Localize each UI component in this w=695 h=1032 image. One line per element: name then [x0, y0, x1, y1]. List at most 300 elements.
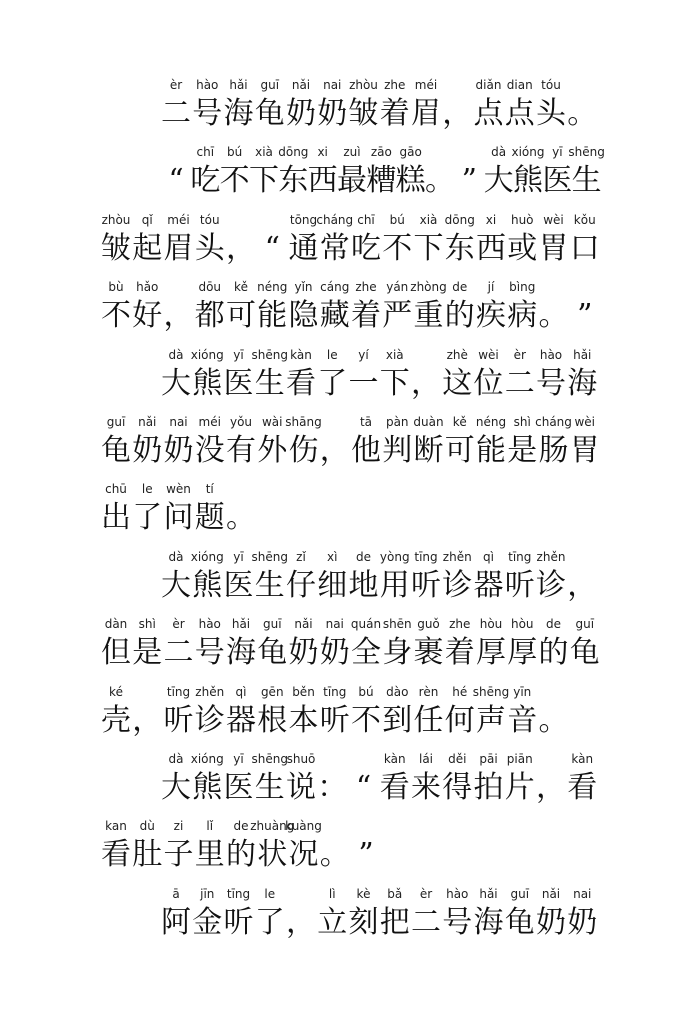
pinyin-annotation: hòu	[479, 617, 503, 631]
hanzi-character: 大	[483, 163, 514, 198]
pinyin-annotation: zhěn	[442, 550, 472, 564]
hanzi-character: 肠	[538, 433, 569, 468]
hanzi-character: 伤	[288, 433, 319, 468]
character-cell	[565, 617, 605, 679]
pinyin-annotation: lǐ	[206, 819, 214, 833]
pinyin-annotation: èr	[419, 887, 433, 901]
text-line	[160, 145, 605, 207]
pinyin-annotation: yí	[358, 348, 369, 362]
hanzi-character: 有	[226, 433, 256, 468]
hanzi-character: ，	[536, 770, 566, 805]
hanzi-character: 眉	[163, 231, 194, 266]
pinyin-annotation: le	[141, 482, 153, 496]
pinyin-annotation: hǎi	[573, 348, 592, 362]
pinyin-annotation: dà	[168, 550, 184, 564]
hanzi-character: ，	[163, 298, 194, 333]
hanzi-character: 医	[223, 568, 254, 603]
hanzi-character: 肚	[132, 837, 163, 872]
hanzi-character: 藏	[319, 298, 350, 333]
hanzi-character: 隐	[288, 298, 319, 333]
hanzi-character: ”	[461, 163, 477, 198]
pinyin-annotation: zhe	[384, 78, 406, 92]
pinyin-annotation: èr	[169, 78, 183, 92]
pinyin-annotation: dà	[168, 348, 184, 362]
hanzi-character: 这	[442, 366, 473, 401]
hanzi-character: 外	[257, 433, 288, 468]
pinyin-annotation: dà	[491, 145, 507, 159]
hanzi-character: “	[355, 770, 372, 805]
hanzi-character: 子	[163, 837, 194, 872]
hanzi-character: 了	[132, 500, 163, 535]
hanzi-character: 着	[379, 96, 410, 131]
pinyin-annotation: jí	[487, 280, 495, 294]
pinyin-annotation: shēng	[568, 145, 605, 159]
character-cell	[534, 685, 574, 747]
hanzi-character: 龟	[504, 905, 535, 940]
pinyin-annotation: tōng	[289, 213, 318, 227]
hanzi-character: 拍	[473, 770, 504, 805]
pinyin-annotation: le	[326, 348, 338, 362]
pinyin-annotation: nǎi	[294, 617, 313, 631]
pinyin-annotation: chī	[196, 145, 215, 159]
pinyin-annotation: méi	[414, 78, 438, 92]
hanzi-character: 问	[163, 500, 194, 535]
character-cell	[562, 550, 602, 612]
pinyin-annotation: dà	[168, 752, 184, 766]
pinyin-annotation: nǎi	[291, 78, 311, 92]
pinyin-annotation: xióng	[190, 550, 224, 564]
hanzi-character: 全	[351, 635, 381, 670]
pinyin-annotation: tóu	[199, 213, 220, 227]
hanzi-character: 通	[288, 231, 319, 266]
hanzi-character: 头	[536, 96, 566, 131]
text-line	[100, 415, 600, 477]
character-cell	[565, 280, 605, 342]
pinyin-annotation: quán	[350, 617, 382, 631]
hanzi-character: 好	[132, 298, 163, 333]
hanzi-character: 大	[161, 568, 191, 603]
pinyin-annotation: shēng	[251, 752, 288, 766]
pinyin-annotation: ā	[172, 887, 180, 901]
pinyin-annotation: guǒ	[417, 617, 440, 631]
hanzi-character: 裹	[413, 635, 444, 670]
hanzi-character: ，	[442, 96, 473, 131]
pinyin-annotation: guī	[260, 78, 280, 92]
hanzi-character: 诊	[194, 703, 225, 738]
pinyin-annotation: shēn	[382, 617, 412, 631]
hanzi-character: 来	[411, 770, 441, 805]
hanzi-character: ”	[577, 298, 593, 333]
pinyin-annotation: néng	[475, 415, 507, 429]
hanzi-character: 糟	[366, 163, 397, 198]
hanzi-character: 奶	[163, 433, 194, 468]
hanzi-character: 听	[223, 905, 254, 940]
hanzi-character: 诊	[536, 568, 566, 603]
hanzi-character: 医	[223, 366, 254, 401]
pinyin-annotation: qì	[483, 550, 494, 564]
hanzi-character: 号	[536, 366, 566, 401]
pinyin-annotation: yīn	[513, 685, 532, 699]
hanzi-character: 但	[101, 635, 131, 670]
pinyin-annotation: xióng	[511, 145, 545, 159]
pinyin-annotation: cháng	[535, 415, 572, 429]
pinyin-annotation: shì	[138, 617, 156, 631]
pinyin-annotation: zhòu	[101, 213, 131, 227]
hanzi-character: 点	[504, 96, 535, 131]
hanzi-character: ：	[317, 770, 348, 805]
pinyin-annotation: tóu	[541, 78, 561, 92]
hanzi-character: 奶	[132, 433, 163, 468]
pinyin-annotation: de	[233, 819, 249, 833]
hanzi-character: 二	[161, 96, 191, 131]
pinyin-annotation: hào	[196, 78, 219, 92]
hanzi-character: 着	[444, 635, 475, 670]
pinyin-annotation: xià	[385, 348, 404, 362]
pinyin-annotation: zāo	[370, 145, 392, 159]
pinyin-annotation: méi	[198, 415, 221, 429]
hanzi-character: 他	[351, 433, 381, 468]
pinyin-annotation: huò	[510, 213, 534, 227]
text-line	[160, 887, 600, 949]
pinyin-annotation: tā	[359, 415, 373, 429]
pinyin-annotation: zuì	[343, 145, 361, 159]
text-line	[160, 550, 600, 612]
hanzi-character: 下	[379, 366, 410, 401]
character-cell	[346, 819, 386, 881]
hanzi-character: 听	[319, 703, 350, 738]
text-line	[100, 617, 600, 679]
hanzi-character: 听	[504, 568, 535, 603]
pinyin-annotation: yī	[552, 145, 563, 159]
pinyin-annotation: zhe	[449, 617, 471, 631]
hanzi-character: 疾	[476, 298, 506, 333]
hanzi-character: 能	[257, 298, 288, 333]
pinyin-annotation: guī	[106, 415, 126, 429]
hanzi-character: 点	[473, 96, 504, 131]
hanzi-character: 二	[411, 905, 441, 940]
hanzi-character: 生	[254, 770, 285, 805]
pinyin-annotation: yī	[233, 752, 244, 766]
pinyin-annotation: pāi	[479, 752, 498, 766]
hanzi-character: ，	[411, 366, 441, 401]
pinyin-annotation: de	[356, 550, 371, 564]
pinyin-annotation: piān	[506, 752, 533, 766]
pinyin-annotation: de	[546, 617, 561, 631]
hanzi-character: 器	[226, 703, 256, 738]
pinyin-annotation: zhěn	[536, 550, 566, 564]
hanzi-character: 用	[379, 568, 410, 603]
pinyin-annotation: gāo	[399, 145, 422, 159]
pinyin-annotation: xi	[317, 145, 328, 159]
pinyin-annotation: rèn	[418, 685, 439, 699]
hanzi-character: 奶	[317, 96, 348, 131]
pinyin-annotation: qì	[235, 685, 247, 699]
character-cell	[221, 482, 261, 544]
pinyin-annotation: dù	[139, 819, 155, 833]
text-line	[160, 752, 600, 814]
hanzi-character: 阿	[161, 905, 191, 940]
hanzi-character: 把	[379, 905, 410, 940]
pinyin-annotation: cáng	[320, 280, 350, 294]
hanzi-character: 胃	[538, 231, 569, 266]
hanzi-character: 。	[567, 96, 598, 131]
pinyin-annotation: yī	[233, 550, 244, 564]
hanzi-character: 说	[286, 770, 316, 805]
pinyin-annotation: xióng	[190, 348, 224, 362]
hanzi-character: ，	[286, 905, 316, 940]
character-cell	[562, 78, 602, 140]
hanzi-character: 重	[413, 298, 444, 333]
hanzi-character: 奶	[319, 635, 350, 670]
hanzi-character: 。	[226, 500, 256, 535]
hanzi-character: 下	[413, 231, 444, 266]
pinyin-annotation: le	[264, 887, 276, 901]
pinyin-annotation: lì	[328, 887, 336, 901]
pinyin-annotation: xióng	[190, 752, 224, 766]
hanzi-character: 不	[382, 231, 413, 266]
pinyin-annotation: yǐn	[294, 280, 313, 294]
character-cell	[562, 348, 602, 410]
hanzi-character: 龟	[254, 96, 285, 131]
hanzi-character: 断	[413, 433, 444, 468]
hanzi-character: 常	[319, 231, 350, 266]
pinyin-annotation: tí	[205, 482, 214, 496]
hanzi-character: 壳	[101, 703, 131, 738]
hanzi-character: 严	[382, 298, 413, 333]
hanzi-character: 都	[194, 298, 225, 333]
hanzi-character: 不	[101, 298, 131, 333]
pinyin-annotation: hòu	[510, 617, 534, 631]
pinyin-annotation: tīng	[508, 550, 532, 564]
pinyin-annotation: nai	[573, 887, 592, 901]
pinyin-annotation: hǎi	[231, 617, 251, 631]
pinyin-annotation: zhòu	[349, 78, 378, 92]
pinyin-annotation: pàn	[385, 415, 409, 429]
pinyin-annotation: nai	[325, 617, 344, 631]
hanzi-character: 刻	[348, 905, 379, 940]
hanzi-character: 奶	[288, 635, 319, 670]
hanzi-character: 口	[569, 231, 600, 266]
hanzi-character: 看	[286, 366, 316, 401]
pinyin-annotation: bù	[108, 280, 124, 294]
hanzi-character: 得	[442, 770, 473, 805]
hanzi-character: 位	[473, 366, 504, 401]
hanzi-character: 。	[538, 703, 569, 738]
pinyin-annotation: tīng	[166, 685, 191, 699]
hanzi-character: 况	[288, 837, 319, 872]
hanzi-character: 病	[507, 298, 538, 333]
pinyin-annotation: wèi	[543, 213, 564, 227]
hanzi-character: 听	[411, 568, 441, 603]
hanzi-character: 立	[317, 905, 348, 940]
hanzi-character: 的	[226, 837, 256, 872]
pinyin-annotation: jīn	[200, 887, 215, 901]
hanzi-character: 音	[507, 703, 538, 738]
hanzi-character: 任	[413, 703, 444, 738]
pinyin-annotation: dàn	[104, 617, 128, 631]
pinyin-annotation: bú	[358, 685, 374, 699]
hanzi-character: 仔	[286, 568, 316, 603]
pinyin-annotation: bú	[227, 145, 243, 159]
hanzi-character: 生	[254, 568, 285, 603]
hanzi-character: 东	[444, 231, 475, 266]
pinyin-annotation: ké	[109, 685, 123, 699]
pinyin-annotation: běn	[292, 685, 315, 699]
hanzi-character: 龟	[257, 635, 288, 670]
pinyin-annotation: nai	[323, 78, 342, 92]
hanzi-character: 熊	[513, 163, 543, 198]
pinyin-annotation: xià	[255, 145, 273, 159]
hanzi-character: 西	[476, 231, 506, 266]
hanzi-character: 皱	[101, 231, 131, 266]
pinyin-annotation: shēng	[251, 348, 288, 362]
pinyin-annotation: xi	[485, 213, 497, 227]
pinyin-annotation: yǒu	[229, 415, 253, 429]
pinyin-annotation: de	[452, 280, 468, 294]
hanzi-character: 熊	[192, 366, 223, 401]
hanzi-character: 。	[425, 163, 455, 198]
pinyin-annotation: shuō	[286, 752, 316, 766]
pinyin-annotation: dōng	[444, 213, 475, 227]
pinyin-annotation: èr	[172, 617, 185, 631]
hanzi-character: 二	[163, 635, 194, 670]
hanzi-character: 厚	[476, 635, 506, 670]
pinyin-annotation: dōng	[278, 145, 309, 159]
pinyin-annotation: xià	[419, 213, 438, 227]
hanzi-character: 不	[351, 703, 381, 738]
pinyin-annotation: méi	[167, 213, 190, 227]
hanzi-character: 是	[507, 433, 538, 468]
pinyin-annotation: cháng	[316, 213, 354, 227]
hanzi-character: 一	[348, 366, 379, 401]
pinyin-annotation: zhòng	[410, 280, 447, 294]
hanzi-character: 海	[473, 905, 504, 940]
pinyin-annotation: kǒu	[573, 213, 596, 227]
hanzi-character: 二	[504, 366, 535, 401]
hanzi-character: 奶	[536, 905, 566, 940]
hanzi-character: 器	[473, 568, 504, 603]
text-line	[100, 819, 600, 881]
pinyin-annotation: gēn	[260, 685, 284, 699]
pinyin-annotation: hào	[539, 348, 563, 362]
pinyin-annotation: duàn	[413, 415, 444, 429]
hanzi-character: 海	[223, 96, 254, 131]
pinyin-annotation: shì	[513, 415, 531, 429]
hanzi-character: 不	[219, 163, 250, 198]
hanzi-character: 。	[538, 298, 569, 333]
pinyin-annotation: bú	[389, 213, 405, 227]
pinyin-annotation: nǎi	[138, 415, 157, 429]
hanzi-character: 里	[194, 837, 225, 872]
pinyin-annotation: yòng	[379, 550, 410, 564]
pinyin-annotation: nai	[169, 415, 188, 429]
hanzi-character: 医	[542, 163, 573, 198]
hanzi-character: 奶	[567, 905, 598, 940]
pinyin-annotation: bìng	[509, 280, 536, 294]
hanzi-character: 西	[307, 163, 338, 198]
pinyin-annotation: zhè	[446, 348, 468, 362]
pinyin-annotation: dào	[386, 685, 409, 699]
character-cell	[562, 887, 602, 949]
hanzi-character: 可	[444, 433, 475, 468]
hanzi-character: 片	[504, 770, 535, 805]
pinyin-annotation: guī	[510, 887, 530, 901]
pinyin-annotation: tīng	[226, 887, 251, 901]
pinyin-annotation: zi	[173, 819, 184, 833]
character-cell	[562, 752, 602, 814]
hanzi-character: 看	[379, 770, 410, 805]
hanzi-character: 没	[194, 433, 225, 468]
hanzi-character: 生	[571, 163, 602, 198]
hanzi-character: 号	[194, 635, 225, 670]
character-cell	[567, 145, 607, 207]
pinyin-annotation: hǎi	[229, 78, 248, 92]
pinyin-annotation: kàn	[383, 752, 406, 766]
hanzi-character: 医	[223, 770, 254, 805]
pinyin-annotation: dian	[506, 78, 533, 92]
hanzi-character: 可	[226, 298, 256, 333]
text-line	[100, 213, 600, 275]
pinyin-annotation: wèi	[574, 415, 596, 429]
pinyin-annotation: néng	[257, 280, 288, 294]
hanzi-character: 本	[288, 703, 319, 738]
pinyin-annotation: shēng	[472, 685, 510, 699]
pinyin-annotation: qǐ	[141, 213, 153, 227]
pinyin-annotation: hào	[198, 617, 221, 631]
text-line	[100, 685, 600, 747]
pinyin-annotation: hǎo	[136, 280, 159, 294]
hanzi-character: 金	[192, 905, 223, 940]
pinyin-annotation: kě	[452, 415, 467, 429]
hanzi-character: 声	[476, 703, 506, 738]
pinyin-annotation: lái	[418, 752, 434, 766]
pinyin-annotation: dōu	[198, 280, 222, 294]
hanzi-character: 。	[319, 837, 350, 872]
pinyin-annotation: èr	[513, 348, 526, 362]
hanzi-character: 大	[161, 366, 191, 401]
pinyin-annotation: děi	[448, 752, 467, 766]
hanzi-character: 判	[382, 433, 413, 468]
text-line	[100, 482, 600, 544]
hanzi-character: 龟	[569, 635, 600, 670]
pinyin-annotation: kuàng	[285, 819, 322, 833]
pinyin-annotation: wài	[261, 415, 283, 429]
hanzi-character: 海	[226, 635, 256, 670]
pinyin-annotation: wèn	[166, 482, 191, 496]
hanzi-character: 身	[382, 635, 413, 670]
pinyin-annotation: guī	[575, 617, 595, 631]
hanzi-character: 何	[444, 703, 475, 738]
hanzi-character: 下	[249, 163, 279, 198]
hanzi-character: 大	[161, 770, 191, 805]
hanzi-character: 起	[132, 231, 163, 266]
hanzi-character: ，	[226, 231, 256, 266]
pinyin-annotation: nǎi	[541, 887, 561, 901]
hanzi-character: ”	[358, 837, 374, 872]
hanzi-character: 糕	[395, 163, 426, 198]
pinyin-annotation: tīng	[414, 550, 438, 564]
hanzi-character: 厚	[507, 635, 538, 670]
hanzi-character: 海	[567, 366, 598, 401]
hanzi-character: 熊	[192, 568, 223, 603]
pinyin-annotation: zǐ	[296, 550, 306, 564]
pinyin-annotation: zhe	[355, 280, 377, 294]
pinyin-annotation: kě	[234, 280, 248, 294]
hanzi-character: 号	[442, 905, 473, 940]
pinyin-annotation: xì	[327, 550, 338, 564]
hanzi-character: 是	[132, 635, 163, 670]
pinyin-annotation: hǎi	[479, 887, 498, 901]
